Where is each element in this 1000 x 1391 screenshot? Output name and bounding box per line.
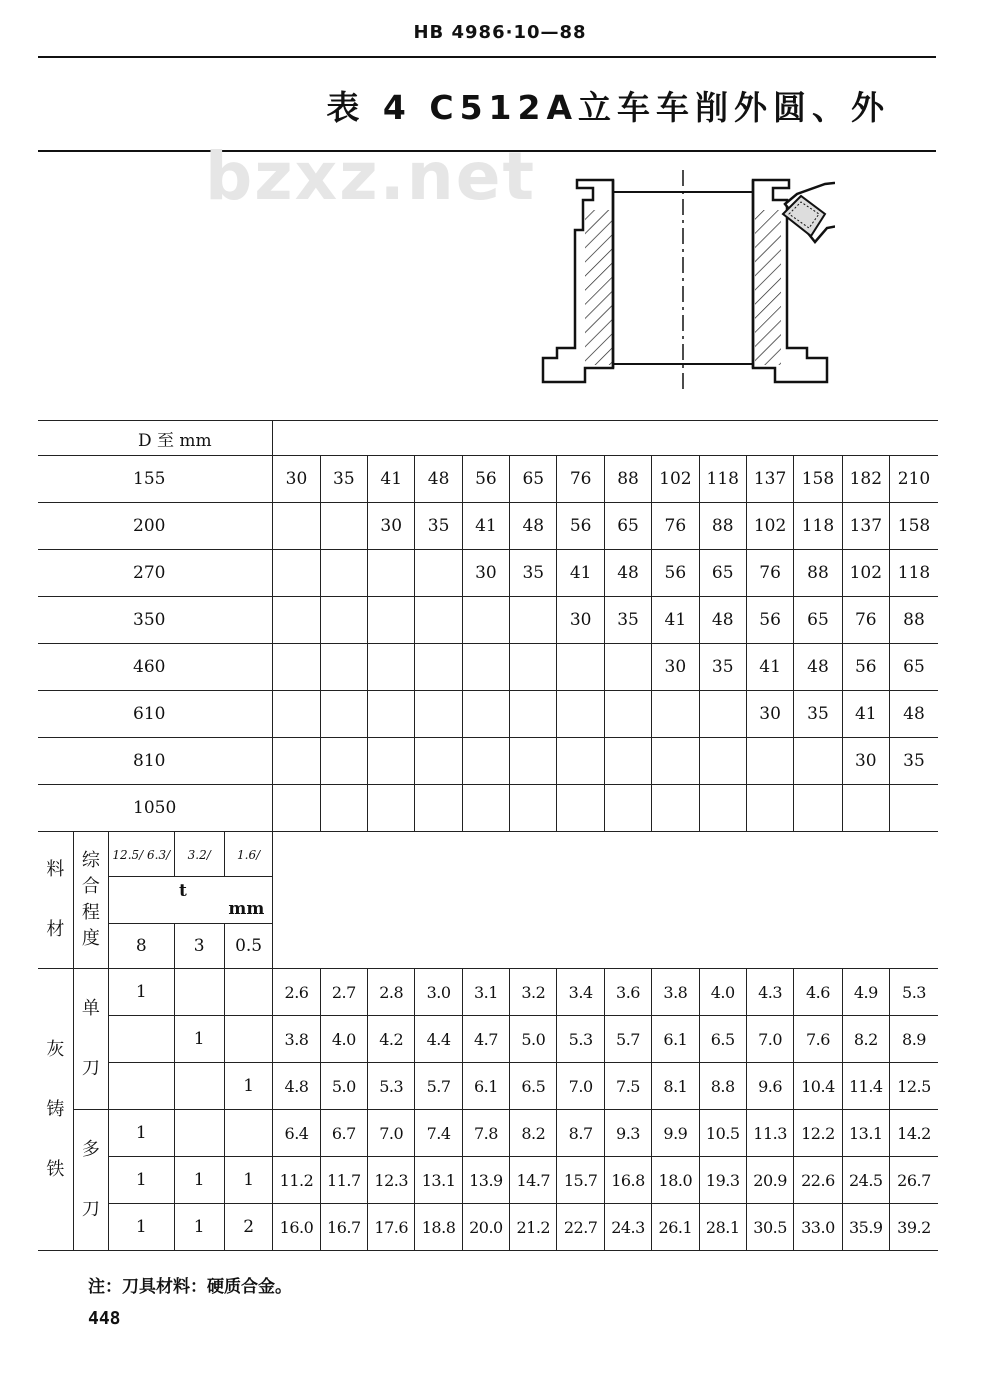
value-row (38, 1110, 938, 1157)
time-value-cell: 2.6 (273, 969, 320, 1016)
time-value-cell: 5.3 (889, 969, 938, 1016)
value-row (38, 1063, 938, 1110)
cut-depth-cell: 65 (699, 550, 746, 597)
time-value-cell: 3.4 (557, 969, 604, 1016)
time-value-cell: 11.3 (746, 1110, 793, 1157)
time-value-cell: 6.1 (652, 1016, 699, 1063)
cut-depth-cell: 30 (273, 456, 320, 503)
cut-depth-cell: 35 (510, 550, 557, 597)
d-value: 350 (38, 597, 273, 644)
d-row (38, 550, 938, 597)
cut-depth-cell (415, 644, 462, 691)
t-label: t (179, 881, 187, 901)
watermark: bzxz.net (205, 138, 537, 215)
cut-depth-cell (510, 785, 557, 832)
time-value-cell: 14.2 (889, 1110, 938, 1157)
d-row (38, 456, 938, 503)
cut-depth-cell (604, 691, 651, 738)
d-header-cell (38, 421, 273, 456)
time-value-cell: 8.7 (557, 1110, 604, 1157)
d-value: 460 (38, 644, 273, 691)
time-value-cell: 4.6 (794, 969, 842, 1016)
time-value-cell: 22.7 (557, 1204, 604, 1251)
time-value-cell: 15.7 (557, 1157, 604, 1204)
cut-depth-cell (510, 644, 557, 691)
tool-cell (73, 1110, 108, 1251)
time-value-cell: 2.8 (368, 969, 415, 1016)
cut-depth-cell (320, 503, 367, 550)
cut-depth-cell: 35 (604, 597, 651, 644)
condition-flag-cell: 1 (109, 1157, 175, 1204)
cut-depth-cell (462, 785, 509, 832)
cut-depth-cell (273, 550, 320, 597)
roughness-cell-3 (224, 832, 272, 877)
time-value-cell: 26.1 (652, 1204, 699, 1251)
roughness-symbol-1: 12.5/ 6.3/ (112, 848, 171, 862)
time-value-cell: 9.9 (652, 1110, 699, 1157)
cut-depth-cell (320, 785, 367, 832)
time-value-cell: 6.5 (699, 1016, 746, 1063)
material-name: 灰 铸 铁 (46, 1038, 65, 1180)
cut-depth-cell: 48 (604, 550, 651, 597)
time-value-cell: 3.1 (462, 969, 509, 1016)
cut-depth-cell: 35 (794, 691, 842, 738)
time-value-cell: 4.4 (415, 1016, 462, 1063)
time-value-cell: 6.7 (320, 1110, 367, 1157)
cut-depth-cell (273, 785, 320, 832)
cut-depth-cell: 118 (889, 550, 938, 597)
condition-flag-cell: 1 (174, 1157, 224, 1204)
cut-depth-cell: 65 (510, 456, 557, 503)
cut-depth-cell: 30 (368, 503, 415, 550)
cut-depth-cell (320, 738, 367, 785)
time-value-cell: 6.4 (273, 1110, 320, 1157)
condition-flag-cell (174, 969, 224, 1016)
time-value-cell: 7.0 (368, 1110, 415, 1157)
time-value-cell: 5.3 (368, 1063, 415, 1110)
cut-depth-cell: 76 (746, 550, 793, 597)
cut-depth-cell (889, 785, 938, 832)
time-value-cell: 8.8 (699, 1063, 746, 1110)
time-value-cell: 10.5 (699, 1110, 746, 1157)
t-header (109, 877, 273, 924)
cut-depth-cell (368, 550, 415, 597)
d-value: 610 (38, 691, 273, 738)
time-value-cell: 7.0 (746, 1016, 793, 1063)
cut-depth-cell (415, 550, 462, 597)
time-value-cell: 5.0 (320, 1063, 367, 1110)
cut-depth-cell: 35 (699, 644, 746, 691)
d-row (38, 644, 938, 691)
time-value-cell: 18.0 (652, 1157, 699, 1204)
time-value-cell: 5.3 (557, 1016, 604, 1063)
cut-depth-cell: 65 (794, 597, 842, 644)
cut-depth-cell: 65 (889, 644, 938, 691)
cut-depth-cell (462, 597, 509, 644)
value-rows (38, 969, 938, 1251)
condition-flag-cell: 1 (174, 1204, 224, 1251)
tool-cell (73, 969, 108, 1110)
roughness-cell-2 (174, 832, 224, 877)
condition-flag-cell: 1 (174, 1016, 224, 1063)
cut-depth-cell: 56 (557, 503, 604, 550)
value-row (38, 1016, 938, 1063)
condition-flag-cell: 1 (224, 1157, 272, 1204)
cut-depth-cell (746, 738, 793, 785)
cut-depth-cell: 137 (842, 503, 889, 550)
time-value-cell: 8.2 (842, 1016, 889, 1063)
d-row (38, 738, 938, 785)
cut-depth-cell (557, 644, 604, 691)
time-value-cell: 10.4 (794, 1063, 842, 1110)
time-value-cell: 5.7 (415, 1063, 462, 1110)
cut-depth-cell: 102 (842, 550, 889, 597)
cut-depth-cell: 56 (652, 550, 699, 597)
time-value-cell: 5.7 (604, 1016, 651, 1063)
time-value-cell: 7.4 (415, 1110, 462, 1157)
cut-depth-cell: 48 (794, 644, 842, 691)
time-value-cell: 9.3 (604, 1110, 651, 1157)
time-value-cell: 39.2 (889, 1204, 938, 1251)
cut-depth-cell: 65 (604, 503, 651, 550)
t-value-1: 8 (109, 924, 175, 969)
cut-depth-cell (510, 597, 557, 644)
time-value-cell: 12.3 (368, 1157, 415, 1204)
time-value-cell: 9.6 (746, 1063, 793, 1110)
cut-depth-cell (794, 738, 842, 785)
cut-depth-cell: 76 (557, 456, 604, 503)
cut-depth-cell: 118 (794, 503, 842, 550)
condition-flag-cell (174, 1110, 224, 1157)
cut-depth-cell: 118 (699, 456, 746, 503)
condition-flag-cell (174, 1063, 224, 1110)
cut-depth-cell: 30 (652, 644, 699, 691)
time-value-cell: 3.0 (415, 969, 462, 1016)
cut-depth-cell (510, 738, 557, 785)
time-value-cell: 19.3 (699, 1157, 746, 1204)
d-header-spacer (273, 421, 938, 456)
time-value-cell: 2.7 (320, 969, 367, 1016)
grade-label: 综 合 程 度 (81, 850, 100, 949)
time-value-cell: 6.5 (510, 1063, 557, 1110)
time-value-cell: 12.2 (794, 1110, 842, 1157)
d-value: 1050 (38, 785, 273, 832)
cut-depth-cell: 88 (794, 550, 842, 597)
time-value-cell: 26.7 (889, 1157, 938, 1204)
time-value-cell: 12.5 (889, 1063, 938, 1110)
time-value-cell: 4.0 (320, 1016, 367, 1063)
cut-depth-cell (415, 597, 462, 644)
cut-depth-cell: 102 (652, 456, 699, 503)
cut-depth-cell: 158 (889, 503, 938, 550)
cut-depth-cell (273, 738, 320, 785)
time-value-cell: 3.8 (273, 1016, 320, 1063)
time-value-cell: 4.8 (273, 1063, 320, 1110)
cut-depth-cell (557, 785, 604, 832)
roughness-symbol-2: 3.2/ (187, 848, 211, 862)
cut-depth-cell (320, 597, 367, 644)
cut-depth-cell (557, 738, 604, 785)
cut-depth-cell (273, 597, 320, 644)
cut-depth-cell (652, 691, 699, 738)
cut-depth-cell (273, 691, 320, 738)
d-row (38, 503, 938, 550)
cut-depth-cell: 35 (415, 503, 462, 550)
cut-depth-cell: 30 (462, 550, 509, 597)
d-value: 200 (38, 503, 273, 550)
condition-flag-cell (224, 969, 272, 1016)
time-value-cell: 11.4 (842, 1063, 889, 1110)
d-value: 270 (38, 550, 273, 597)
value-row (38, 1157, 938, 1204)
condition-flag-cell (109, 1016, 175, 1063)
condition-flag-cell: 1 (109, 969, 175, 1016)
cut-depth-cell: 48 (889, 691, 938, 738)
cut-depth-cell: 48 (415, 456, 462, 503)
time-value-cell: 11.7 (320, 1157, 367, 1204)
d-row (38, 785, 938, 832)
spec-header-spacer (273, 832, 938, 969)
footnote: 注：刀具材料：硬质合金。 (88, 1277, 292, 1297)
roughness-cell-1 (109, 832, 175, 877)
value-row (38, 969, 938, 1016)
cut-depth-cell (842, 785, 889, 832)
cut-depth-cell (699, 785, 746, 832)
cut-depth-cell: 48 (510, 503, 557, 550)
time-value-cell: 7.5 (604, 1063, 651, 1110)
cut-depth-cell: 88 (889, 597, 938, 644)
cut-depth-cell: 35 (889, 738, 938, 785)
time-value-cell: 24.3 (604, 1204, 651, 1251)
d-row (38, 597, 938, 644)
roughness-symbol-3: 1.6/ (237, 848, 261, 862)
cut-depth-cell (510, 691, 557, 738)
time-value-cell: 35.9 (842, 1204, 889, 1251)
cut-depth-cell (368, 644, 415, 691)
cut-depth-cell (415, 738, 462, 785)
cut-depth-cell: 41 (557, 550, 604, 597)
time-value-cell: 22.6 (794, 1157, 842, 1204)
condition-flag-cell (224, 1110, 272, 1157)
cut-depth-cell: 88 (699, 503, 746, 550)
grade-header (73, 832, 108, 969)
cut-depth-cell: 41 (652, 597, 699, 644)
time-value-cell: 4.7 (462, 1016, 509, 1063)
time-value-cell: 11.2 (273, 1157, 320, 1204)
cut-depth-cell: 88 (604, 456, 651, 503)
top-rule (38, 56, 936, 58)
time-value-cell: 3.8 (652, 969, 699, 1016)
time-value-cell: 21.2 (510, 1204, 557, 1251)
time-value-cell: 6.1 (462, 1063, 509, 1110)
time-value-cell: 20.9 (746, 1157, 793, 1204)
t-value-3: 0.5 (224, 924, 272, 969)
time-value-cell: 4.9 (842, 969, 889, 1016)
cut-depth-cell (462, 738, 509, 785)
time-value-cell: 16.0 (273, 1204, 320, 1251)
time-value-cell: 7.0 (557, 1063, 604, 1110)
cut-depth-cell: 41 (462, 503, 509, 550)
cut-depth-cell (368, 785, 415, 832)
time-value-cell: 4.3 (746, 969, 793, 1016)
cut-depth-cell (368, 597, 415, 644)
cut-depth-cell (320, 644, 367, 691)
cut-depth-cell (652, 785, 699, 832)
tool-type: 单 刀 (81, 998, 100, 1079)
cut-depth-cell (699, 691, 746, 738)
d-rows (38, 456, 938, 832)
cut-depth-cell: 56 (462, 456, 509, 503)
material-header (38, 832, 73, 969)
time-value-cell: 30.5 (746, 1204, 793, 1251)
cut-depth-cell: 56 (746, 597, 793, 644)
d-value: 155 (38, 456, 273, 503)
cut-depth-cell: 30 (557, 597, 604, 644)
cut-depth-cell (699, 738, 746, 785)
time-value-cell: 17.6 (368, 1204, 415, 1251)
cut-depth-cell (652, 738, 699, 785)
cut-depth-cell: 210 (889, 456, 938, 503)
material-label: 料 材 (46, 859, 65, 940)
cut-depth-cell: 35 (320, 456, 367, 503)
condition-flag-cell: 2 (224, 1204, 272, 1251)
table-title: 表 4 C512A立车车削外圆、外 (326, 88, 890, 127)
cut-depth-cell: 48 (699, 597, 746, 644)
time-value-cell: 8.2 (510, 1110, 557, 1157)
condition-flag-cell: 1 (109, 1110, 175, 1157)
cut-depth-cell (604, 644, 651, 691)
cut-depth-cell (746, 785, 793, 832)
time-value-cell: 16.8 (604, 1157, 651, 1204)
cut-depth-cell (794, 785, 842, 832)
time-value-cell: 7.8 (462, 1110, 509, 1157)
condition-flag-cell (224, 1016, 272, 1063)
t-value-2: 3 (174, 924, 224, 969)
time-value-cell: 13.1 (842, 1110, 889, 1157)
cut-depth-cell (415, 785, 462, 832)
time-value-cell: 14.7 (510, 1157, 557, 1204)
cut-depth-cell (604, 738, 651, 785)
cut-depth-cell (273, 503, 320, 550)
time-value-cell: 7.6 (794, 1016, 842, 1063)
time-value-cell: 18.8 (415, 1204, 462, 1251)
page-number: 448 (88, 1308, 121, 1329)
cut-depth-cell: 76 (842, 597, 889, 644)
tool-type: 多 刀 (81, 1139, 100, 1220)
d-row (38, 691, 938, 738)
time-value-cell: 3.6 (604, 969, 651, 1016)
cut-depth-cell: 137 (746, 456, 793, 503)
cut-depth-cell (273, 644, 320, 691)
workpiece-cross-section-drawing (535, 170, 835, 390)
cut-depth-cell (320, 691, 367, 738)
cut-depth-cell: 30 (842, 738, 889, 785)
document-code: HB 4986·10—88 (413, 22, 587, 43)
time-value-cell: 4.2 (368, 1016, 415, 1063)
cut-depth-cell (320, 550, 367, 597)
cut-depth-cell: 76 (652, 503, 699, 550)
cut-depth-cell: 56 (842, 644, 889, 691)
time-value-cell: 5.0 (510, 1016, 557, 1063)
time-value-cell: 3.2 (510, 969, 557, 1016)
time-value-cell: 8.1 (652, 1063, 699, 1110)
cut-depth-cell: 41 (842, 691, 889, 738)
time-value-cell: 13.1 (415, 1157, 462, 1204)
cut-depth-cell: 41 (746, 644, 793, 691)
cut-depth-cell (368, 691, 415, 738)
time-value-cell: 28.1 (699, 1204, 746, 1251)
condition-flag-cell (109, 1063, 175, 1110)
time-value-cell: 13.9 (462, 1157, 509, 1204)
cut-depth-cell: 41 (368, 456, 415, 503)
t-unit: mm (228, 899, 265, 919)
cut-depth-cell (557, 691, 604, 738)
cutting-data-table (38, 420, 938, 1251)
cut-depth-cell: 182 (842, 456, 889, 503)
cut-depth-cell: 102 (746, 503, 793, 550)
cut-depth-cell (604, 785, 651, 832)
cut-depth-cell (462, 691, 509, 738)
d-header-label: D 至 mm (138, 430, 212, 451)
time-value-cell: 8.9 (889, 1016, 938, 1063)
material-cell (38, 969, 73, 1251)
time-value-cell: 24.5 (842, 1157, 889, 1204)
cut-depth-cell (415, 691, 462, 738)
condition-flag-cell: 1 (224, 1063, 272, 1110)
time-value-cell: 4.0 (699, 969, 746, 1016)
cut-depth-cell (368, 738, 415, 785)
time-value-cell: 20.0 (462, 1204, 509, 1251)
cut-depth-cell: 158 (794, 456, 842, 503)
value-row (38, 1204, 938, 1251)
cut-depth-cell: 30 (746, 691, 793, 738)
time-value-cell: 16.7 (320, 1204, 367, 1251)
cut-depth-cell (462, 644, 509, 691)
condition-flag-cell: 1 (109, 1204, 175, 1251)
time-value-cell: 33.0 (794, 1204, 842, 1251)
d-value: 810 (38, 738, 273, 785)
